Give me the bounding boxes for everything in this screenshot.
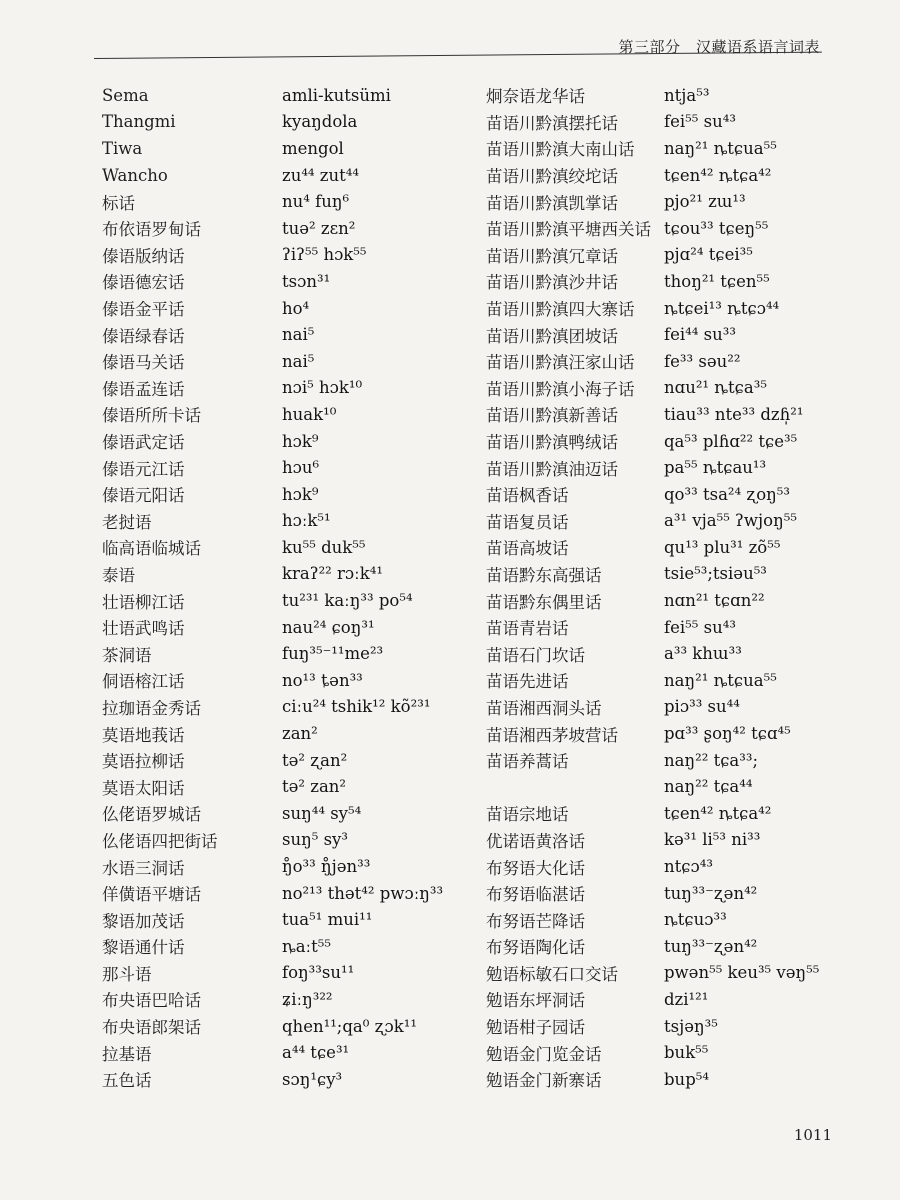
language-name bbox=[486, 773, 651, 800]
language-name: 傣语元阳话 bbox=[102, 486, 185, 506]
language-name: 炯奈语龙华话 bbox=[486, 87, 585, 107]
phonetic-form: tuŋ³³⁻ʐən⁴² bbox=[664, 936, 758, 956]
language-name: 苗语川黔滇新善话 bbox=[486, 406, 618, 426]
phonetic-form: pjo²¹ zɯ¹³ bbox=[664, 192, 746, 212]
phonetic-form: hɔk⁹ bbox=[282, 431, 319, 451]
language-name: 苗语川黔滇凯掌话 bbox=[486, 193, 618, 213]
language-name: 苗语川黔滇汪家山话 bbox=[486, 353, 635, 373]
language-name: 苗语川黔滇冗章话 bbox=[486, 246, 618, 266]
language-name: 莫语太阳话 bbox=[102, 778, 185, 798]
phonetic-form: tɕen⁴² ȵtɕa⁴² bbox=[664, 165, 772, 185]
phonetic-form: naŋ²¹ ȵtɕua⁵⁵ bbox=[664, 670, 777, 690]
language-name: 泰语 bbox=[102, 565, 135, 585]
phonetic-form: suŋ⁵ sy³ bbox=[282, 830, 348, 850]
phonetic-form: foŋ³³su¹¹ bbox=[282, 963, 355, 983]
language-name: 茶洞语 bbox=[102, 645, 152, 665]
phonetic-form: kyaŋdola bbox=[282, 112, 358, 132]
phonetic-form: fei⁵⁵ su⁴³ bbox=[664, 617, 736, 637]
phonetic-form: nɑu²¹ ȵtɕa³⁵ bbox=[664, 378, 767, 398]
phonetic-form: nu⁴ fuŋ⁶ bbox=[282, 192, 350, 212]
language-name: 苗语湘西洞头话 bbox=[486, 698, 602, 718]
language-name: 傣语德宏话 bbox=[102, 273, 185, 293]
phonetic-form: pjɑ²⁴ tɕei³⁵ bbox=[664, 245, 753, 265]
phonetic-form: buk⁵⁵ bbox=[664, 1043, 709, 1063]
phonetic-form: ntja⁵³ bbox=[664, 85, 710, 105]
phonetic-form: pɑ³³ ʂoŋ⁴² tɕɑ⁴⁵ bbox=[664, 724, 791, 744]
language-name: 优诺语黄洛话 bbox=[486, 831, 585, 851]
phonetic-form: qa⁵³ plɦɑ²² tɕe³⁵ bbox=[664, 431, 798, 451]
language-name: 苗语川黔滇四大寨话 bbox=[486, 300, 635, 320]
phonetic-form: tə² ʐan² bbox=[282, 750, 348, 770]
phonetic-form: mengol bbox=[282, 138, 344, 158]
language-name: 那斗语 bbox=[102, 964, 152, 984]
language-name: 苗语川黔滇绞坨话 bbox=[486, 167, 618, 187]
language-name: 布央语郎架话 bbox=[102, 1018, 201, 1038]
language-name: 苗语石门坎话 bbox=[486, 645, 585, 665]
language-name: 苗语高坡话 bbox=[486, 539, 569, 559]
phonetic-form: huak¹⁰ bbox=[282, 404, 337, 424]
phonetic-form: a³¹ vja⁵⁵ ʔwjoŋ⁵⁵ bbox=[664, 511, 797, 531]
language-name: 苗语川黔滇团坡话 bbox=[486, 326, 618, 346]
language-name: 莫语地莪话 bbox=[102, 725, 185, 745]
left-language-column bbox=[102, 82, 218, 1093]
phonetic-form: tua⁵¹ mui¹¹ bbox=[282, 910, 373, 930]
phonetic-form: fei⁵⁵ su⁴³ bbox=[664, 112, 736, 132]
language-name: 勉语金门新寨话 bbox=[486, 1071, 602, 1091]
phonetic-form: tsjəŋ³⁵ bbox=[664, 1016, 718, 1036]
language-name: 苗语川黔滇平塘西关话 bbox=[486, 220, 651, 240]
phonetic-form: ȵtɕei¹³ ȵtɕɔ⁴⁴ bbox=[664, 298, 780, 318]
phonetic-form: tə² zan² bbox=[282, 777, 347, 797]
language-name: 苗语川黔滇鸭绒话 bbox=[486, 433, 618, 453]
phonetic-form: ȵaːt⁵⁵ bbox=[282, 936, 331, 956]
language-name: 侗语榕江话 bbox=[102, 672, 185, 692]
language-name: 苗语黔东偶里话 bbox=[486, 592, 602, 612]
phonetic-form: nai⁵ bbox=[282, 351, 315, 371]
phonetic-form: fei⁴⁴ su³³ bbox=[664, 325, 736, 345]
phonetic-form: tɕen⁴² ȵtɕa⁴² bbox=[664, 803, 772, 823]
language-name: 傣语孟连话 bbox=[102, 379, 185, 399]
phonetic-form: zan² bbox=[282, 724, 318, 744]
page-number: 1011 bbox=[793, 1126, 832, 1144]
phonetic-form: ȵtɕuɔ³³ bbox=[664, 910, 727, 930]
language-name: 勉语标敏石口交话 bbox=[486, 964, 618, 984]
phonetic-form: kə³¹ li⁵³ ni³³ bbox=[664, 830, 761, 850]
right-form-column bbox=[664, 82, 819, 1093]
language-name: 黎语通什话 bbox=[102, 938, 185, 958]
running-header: 第三部分 汉藏语系语言词表 bbox=[618, 38, 820, 56]
language-name: 苗语枫香话 bbox=[486, 486, 569, 506]
language-name: Thangmi bbox=[102, 112, 176, 132]
phonetic-form: tiau³³ nte³³ dzɦ̩²¹ bbox=[664, 404, 804, 424]
phonetic-form: qhen¹¹;qa⁰ ʐɔk¹¹ bbox=[282, 1016, 417, 1036]
language-name: 壮语武鸣话 bbox=[102, 619, 185, 639]
phonetic-form: piɔ³³ su⁴⁴ bbox=[664, 697, 740, 717]
language-name: 布努语芒降话 bbox=[486, 911, 585, 931]
phonetic-form: ciːu²⁴ tshik¹² kõ²³¹ bbox=[282, 697, 431, 717]
phonetic-form: naŋ²¹ ȵtɕua⁵⁵ bbox=[664, 138, 777, 158]
phonetic-form: fe³³ səu²² bbox=[664, 351, 741, 371]
phonetic-form: no¹³ ȶən³³ bbox=[282, 670, 363, 690]
language-name: 傣语元江话 bbox=[102, 459, 185, 479]
phonetic-form: a³³ khɯ³³ bbox=[664, 644, 742, 664]
language-name: 壮语柳江话 bbox=[102, 592, 185, 612]
language-name: 勉语东坪洞话 bbox=[486, 991, 585, 1011]
phonetic-form: pa⁵⁵ ȵtɕau¹³ bbox=[664, 458, 767, 478]
phonetic-form: bup⁵⁴ bbox=[664, 1069, 709, 1089]
right-language-column bbox=[486, 82, 651, 1093]
language-name: 佯僙语平塘话 bbox=[102, 885, 201, 905]
phonetic-form: dzi¹²¹ bbox=[664, 989, 709, 1009]
phonetic-form: nɑn²¹ tɕɑn²² bbox=[664, 591, 765, 611]
phonetic-form: suŋ⁴⁴ sy⁵⁴ bbox=[282, 803, 362, 823]
phonetic-form: hɔːk⁵¹ bbox=[282, 511, 331, 531]
language-name: 布努语陶化话 bbox=[486, 938, 585, 958]
phonetic-form: ʑiːŋ³²² bbox=[282, 989, 333, 1009]
phonetic-form: thoŋ²¹ tɕen⁵⁵ bbox=[664, 271, 770, 291]
language-name: 苗语黔东高强话 bbox=[486, 565, 602, 585]
language-name: 傣语版纳话 bbox=[102, 246, 185, 266]
language-name: 拉基语 bbox=[102, 1044, 152, 1064]
language-name: 苗语复员话 bbox=[486, 512, 569, 532]
language-name: 苗语湘西茅坡营话 bbox=[486, 725, 618, 745]
language-name: 傣语所所卡话 bbox=[102, 406, 201, 426]
language-name: 苗语川黔滇沙井话 bbox=[486, 273, 618, 293]
phonetic-form: ku⁵⁵ duk⁵⁵ bbox=[282, 537, 366, 557]
language-name: Sema bbox=[102, 85, 149, 105]
phonetic-form: naŋ²² tɕa³³; bbox=[664, 750, 759, 770]
phonetic-form: ŋ̊o³³ ŋ̊jən³³ bbox=[282, 857, 371, 877]
language-name: 苗语先进话 bbox=[486, 672, 569, 692]
language-name: 五色话 bbox=[102, 1071, 152, 1091]
phonetic-form: tsie⁵³;tsiəu⁵³ bbox=[664, 564, 767, 584]
phonetic-form: ʔiʔ⁵⁵ hɔk⁵⁵ bbox=[282, 245, 367, 265]
language-name: 仫佬语罗城话 bbox=[102, 805, 201, 825]
language-name: 苗语川黔滇摆托话 bbox=[486, 113, 618, 133]
language-name: 布努语大化话 bbox=[486, 858, 585, 878]
language-name: 傣语金平话 bbox=[102, 300, 185, 320]
phonetic-form: amli-kutsümi bbox=[282, 85, 391, 105]
language-name: 傣语马关话 bbox=[102, 353, 185, 373]
language-name: 勉语柑子园话 bbox=[486, 1018, 585, 1038]
phonetic-form: naŋ²² tɕa⁴⁴ bbox=[664, 777, 753, 797]
language-name: Tiwa bbox=[102, 138, 143, 158]
phonetic-form: tsɔn³¹ bbox=[282, 271, 331, 291]
language-name: 黎语加茂话 bbox=[102, 911, 185, 931]
phonetic-form: kraʔ²² rɔːk⁴¹ bbox=[282, 564, 383, 584]
language-name: 苗语宗地话 bbox=[486, 805, 569, 825]
language-name: 勉语金门览金话 bbox=[486, 1044, 602, 1064]
left-form-column bbox=[282, 82, 443, 1093]
phonetic-form: nai⁵ bbox=[282, 325, 315, 345]
phonetic-form: hɔu⁶ bbox=[282, 458, 320, 478]
language-name: 临高语临城话 bbox=[102, 539, 201, 559]
phonetic-form: tɕou³³ tɕeŋ⁵⁵ bbox=[664, 218, 769, 238]
phonetic-form: no²¹³ thət⁴² pwɔːŋ³³ bbox=[282, 883, 444, 903]
phonetic-form: sɔŋ¹ɕy³ bbox=[282, 1069, 343, 1089]
phonetic-form: hɔk⁹ bbox=[282, 484, 319, 504]
language-name: 布依语罗甸话 bbox=[102, 220, 201, 240]
phonetic-form: nau²⁴ ɕoŋ³¹ bbox=[282, 617, 375, 637]
phonetic-form: zu⁴⁴ zut⁴⁴ bbox=[282, 165, 359, 185]
phonetic-form: nɔi⁵ hɔk¹⁰ bbox=[282, 378, 363, 398]
language-name: 苗语青岩话 bbox=[486, 619, 569, 639]
phonetic-form: qo³³ tsa²⁴ ʐoŋ⁵³ bbox=[664, 484, 791, 504]
language-name: 苗语川黔滇油迈话 bbox=[486, 459, 618, 479]
language-name: 老挝语 bbox=[102, 512, 152, 532]
phonetic-form: pwən⁵⁵ keu³⁵ vəŋ⁵⁵ bbox=[664, 963, 820, 983]
phonetic-form: tuŋ³³⁻ʐən⁴² bbox=[664, 883, 758, 903]
language-name: 苗语川黔滇小海子话 bbox=[486, 379, 635, 399]
phonetic-form: tuə² zɛn² bbox=[282, 218, 356, 238]
language-name: 苗语养蒿话 bbox=[486, 752, 569, 772]
phonetic-form: ho⁴ bbox=[282, 298, 310, 318]
language-name: 布央语巴哈话 bbox=[102, 991, 201, 1011]
phonetic-form: fuŋ³⁵⁻¹¹me²³ bbox=[282, 644, 384, 664]
language-name: 傣语武定话 bbox=[102, 433, 185, 453]
language-name: 拉珈语金秀话 bbox=[102, 698, 201, 718]
phonetic-form: qu¹³ plu³¹ zõ⁵⁵ bbox=[664, 537, 781, 557]
language-name: 水语三洞话 bbox=[102, 858, 185, 878]
language-name: 傣语绿春话 bbox=[102, 326, 185, 346]
language-name: 苗语川黔滇大南山话 bbox=[486, 140, 635, 160]
phonetic-form: tu²³¹ kaːŋ³³ po⁵⁴ bbox=[282, 591, 413, 611]
language-name: 仫佬语四把街话 bbox=[102, 831, 218, 851]
phonetic-form: a⁴⁴ tɕe³¹ bbox=[282, 1043, 350, 1063]
language-name: 标话 bbox=[102, 193, 135, 213]
language-name: 布努语临湛话 bbox=[486, 885, 585, 905]
phonetic-form: ntɕɔ⁴³ bbox=[664, 857, 713, 877]
language-name: 莫语拉柳话 bbox=[102, 752, 185, 772]
language-name: Wancho bbox=[102, 165, 168, 185]
